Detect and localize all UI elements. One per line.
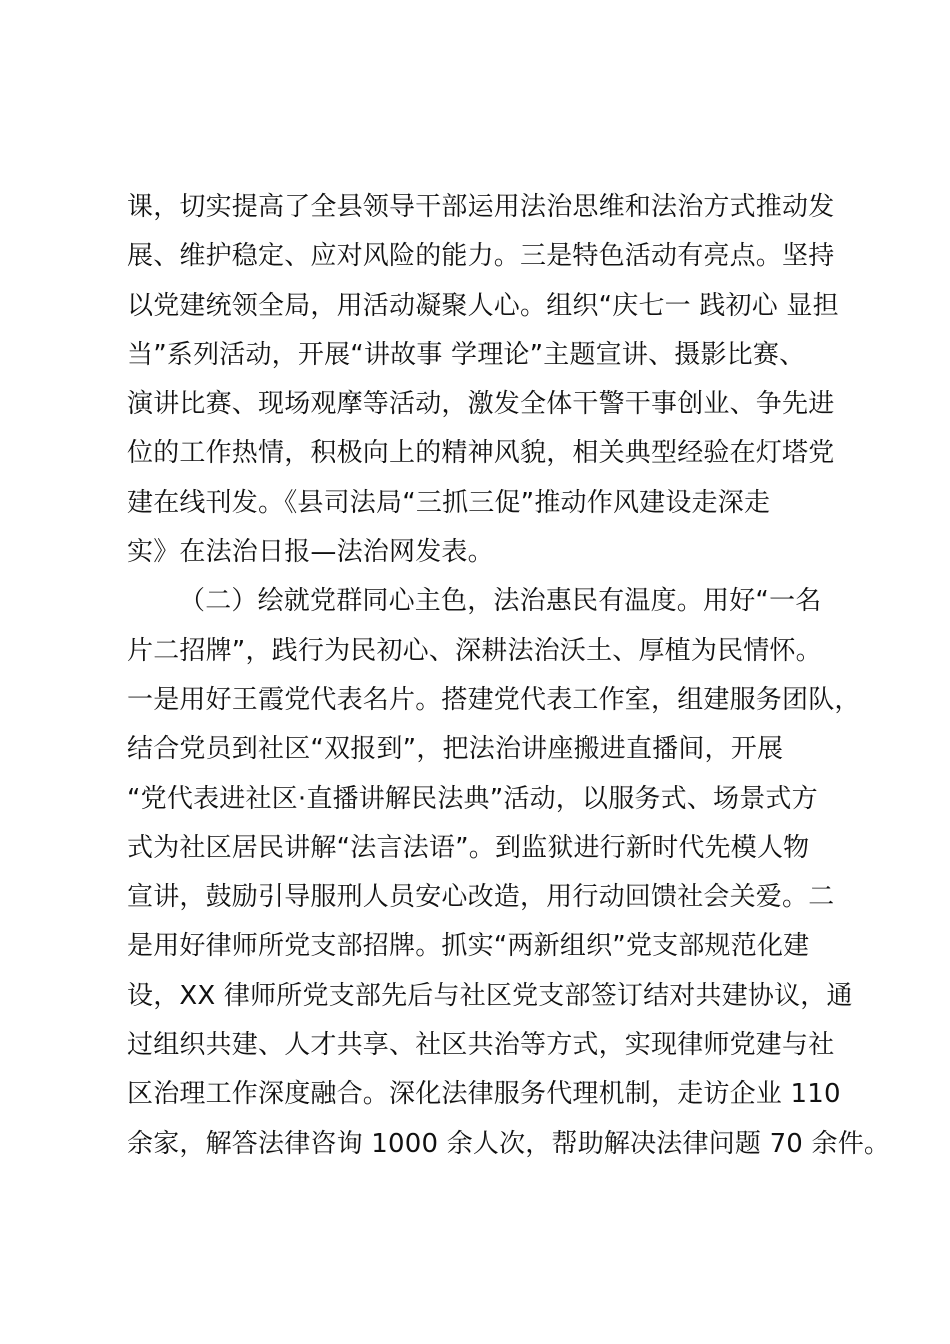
text-line: 演讲比赛、现场观摩等活动，激发全体干警干事创业、争先进 — [127, 389, 835, 420]
body-text — [127, 183, 891, 1169]
text-line: 展、维护稳定、应对风险的能力。三是特色活动有亮点。坚持 — [127, 241, 835, 272]
text-line: 片二招牌”，践行为民初心、深耕法治沃土、厚植为民情怀。 — [127, 635, 822, 666]
text-line: 一是用好王霞党代表名片。搭建党代表工作室，组建服务团队， — [127, 684, 861, 715]
section-heading-line: （二）绘就党群同心主色，法治惠民有温度。用好“一名 — [179, 586, 822, 617]
text-line: 建在线刊发。《县司法局“三抓三促”推动作风建设走深走 — [127, 487, 771, 518]
text-line: 余家，解答法律咨询 1000 余人次，帮助解决法律问题 70 余件。 — [127, 1128, 891, 1159]
text-line: 是用好律师所党支部招牌。抓实“两新组织”党支部规范化建 — [127, 931, 810, 962]
text-line: 以党建统领全局，用活动凝聚人心。组织“庆七一 践初心 显担 — [127, 290, 839, 321]
text-line: 实》在法治日报—法治网发表。 — [127, 537, 494, 568]
text-line: 过组织共建、人才共享、社区共治等方式，实现律师党建与社 — [127, 1030, 835, 1061]
text-line: 区治理工作深度融合。深化法律服务代理机制，走访企业 110 — [127, 1079, 841, 1110]
text-line: 设，XX 律师所党支部先后与社区党支部签订结对共建协议，通 — [127, 980, 853, 1011]
text-line: 当”系列活动，开展“讲故事 学理论”主题宣讲、摄影比赛、 — [127, 339, 806, 370]
text-line: “党代表进社区·直播讲解民法典”活动，以服务式、场景式方 — [127, 783, 818, 814]
text-line: 结合党员到社区“双报到”，把法治讲座搬进直播间，开展 — [127, 734, 784, 765]
text-line: 宣讲，鼓励引导服刑人员安心改造，用行动回馈社会关爱。二 — [127, 882, 835, 913]
text-line: 位的工作热情，积极向上的精神风貌，相关典型经验在灯塔党 — [127, 438, 835, 469]
text-line: 课，切实提高了全县领导干部运用法治思维和法治方式推动发 — [127, 192, 835, 222]
text-line: 式为社区居民讲解“法言法语”。到监狱进行新时代先模人物 — [127, 832, 810, 863]
